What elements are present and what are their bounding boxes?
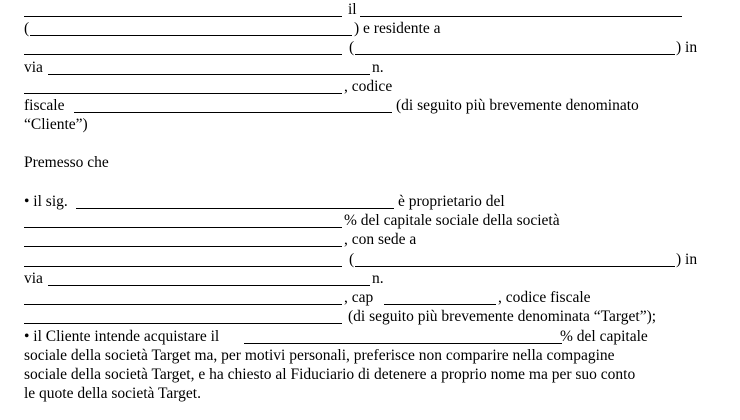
blank-residence-city[interactable] (24, 54, 342, 55)
text-proprietario: è proprietario del (398, 193, 505, 210)
text-seguito-cliente: (di seguito più brevemente denominato (396, 97, 639, 114)
text-capitale: % del capitale (560, 328, 648, 345)
blank-residence-province[interactable] (355, 54, 675, 55)
text-residente: ) e residente a (354, 20, 441, 37)
text-in: ) in (676, 39, 698, 56)
text-paragraph-line-4: le quote della società Target. (24, 385, 201, 402)
blank-civic-number[interactable] (24, 93, 342, 94)
text-il-sig: • il sig. (24, 193, 68, 210)
blank-company-city[interactable] (24, 266, 342, 267)
text-seguito-target: (di seguito più brevemente denominata “Target”); (348, 308, 657, 325)
blank-street[interactable] (48, 74, 370, 75)
text-codice-fiscale: , codice fiscale (498, 289, 591, 306)
blank-company-civic[interactable] (24, 304, 342, 305)
blank-birth-province[interactable] (30, 35, 352, 36)
text-in: ) in (676, 251, 698, 268)
blank-fiscal-code[interactable] (74, 112, 392, 113)
blank-company-name[interactable] (24, 246, 342, 247)
text-il: il (348, 1, 357, 18)
text-paragraph-line-2: sociale della società Target ma, per motivi personali, preferisce non comparire nella compagine (24, 347, 615, 364)
blank-owner-name[interactable] (76, 208, 394, 209)
text-cliente-intende: • il Cliente intende acquistare il (24, 328, 220, 345)
blank-cap[interactable] (384, 304, 496, 305)
blank-owner-share[interactable] (24, 227, 342, 228)
text-fiscale: fiscale (24, 97, 65, 114)
paren-open: ( (349, 251, 355, 268)
paren-open: ( (349, 39, 355, 56)
text-cliente: “Cliente”) (24, 116, 88, 133)
text-n: n. (372, 59, 384, 76)
text-via: via (24, 59, 43, 76)
blank-company-fiscal-code[interactable] (24, 323, 342, 324)
text-premesso: Premesso che (24, 154, 109, 171)
text-n: n. (372, 270, 384, 287)
text-codice: , codice (344, 78, 393, 95)
text-con-sede: , con sede a (344, 231, 417, 248)
text-paragraph-line-3: sociale della società Target, e ha chiesto al Fiduciario di detenere a proprio nome ma per suo conto (24, 366, 636, 383)
blank-birthplace[interactable] (360, 16, 682, 17)
blank-name[interactable] (24, 16, 342, 17)
blank-company-province[interactable] (355, 266, 675, 267)
paren-open: ( (24, 20, 30, 37)
text-capitale-societa: % del capitale sociale della società (344, 212, 560, 229)
blank-company-street[interactable] (48, 285, 370, 286)
text-cap: , cap (344, 289, 374, 306)
text-via: via (24, 270, 43, 287)
blank-client-share[interactable] (244, 343, 562, 344)
